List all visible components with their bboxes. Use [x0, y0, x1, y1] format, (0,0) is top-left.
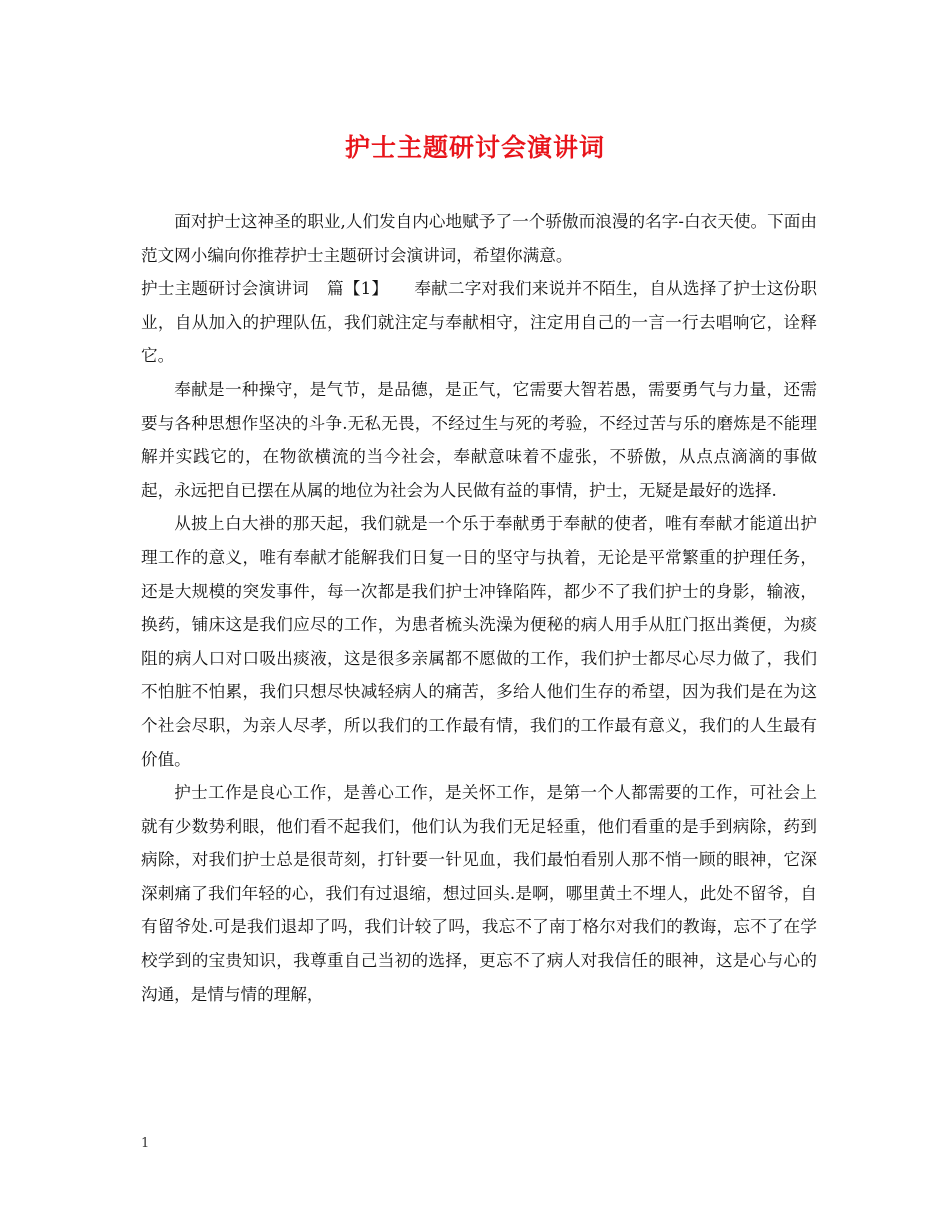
section-heading: 护士主题研讨会演讲词: [141, 279, 309, 299]
intro-paragraph: 面对护士这神圣的职业,人们发自内心地赋予了一个骄傲而浪漫的名字-白衣天使。下面由范文网小编向你推荐护士主题研讨会演讲词，希望你满意。: [141, 212, 817, 265]
body-paragraph: 护士工作是良心工作，是善心工作，是关怀工作，是第一个人都需要的工作，可社会上就有少数势利眼，他们看不起我们，他们认为我们无足轻重，他们看重的是手到病除，药到病除，对我们护士总是很苛刻，打针要一针见血，我们最怕看别人那不悄一顾的眼神，它深深刺痛了我们年轻的心，我们有过退缩，想过回头.是啊，哪里黄土不埋人，此处不留爷，自有留爷处.可是我们退却了吗，我们计较了吗，我忘不了南丁格尔对我们的教诲，忘不了在学校学到的宝贵知识，我尊重自己当初的选择，更忘不了病人对我信任的眼神，这是心与心的沟通，是情与情的理解，: [141, 783, 817, 1004]
body-paragraph: 奉献是一种操守，是气节，是品德，是正气，它需要大智若愚，需要勇气与力量，还需要与各种思想作坚决的斗争.无私无畏，不经过生与死的考验，不经过苦与乐的磨炼是不能理解并实践它的，在物欲横流的当今社会，奉献意味着不虚张，不骄傲，从点点滴滴的事做起，永远把自已摆在从属的地位为社会为人民做有益的事情，护士，无疑是最好的选择.: [141, 379, 817, 500]
document-body: [141, 205, 817, 1011]
page-number: 1: [141, 1136, 150, 1151]
document-title: 护士主题研讨会演讲词: [344, 133, 605, 162]
section-first-text: 奉献二字对我们来说并不陌生，自从选择了护士这份职业，自从加入的护理队伍，我们就注定与奉献相守，注定用自己的一言一行去唱响它，诠释它。: [141, 279, 818, 366]
section-first-paragraph: [141, 272, 817, 373]
section-label: 篇【1】: [326, 279, 389, 299]
body-paragraph: 从披上白大褂的那天起，我们就是一个乐于奉献勇于奉献的使者，唯有奉献才能道出护理工作的意义，唯有奉献才能解我们日复一日的坚守与执着，无论是平常繁重的护理任务，还是大规模的突发事件，每一次都是我们护士冲锋陷阵，都少不了我们护士的身影，输液，换药，铺床这是我们应尽的工作，为患者梳头洗澡为便秘的病人用手从肛门抠出粪便，为痰阻的病人口对口吸出痰液，这是很多亲属都不愿做的工作，我们护士都尽心尽力做了，我们不怕脏不怕累，我们只想尽快减轻病人的痛苦，多给人他们生存的希望，因为我们是在为这个社会尽职，为亲人尽孝，所以我们的工作最有情，我们的工作最有意义，我们的人生最有价值。: [141, 514, 817, 769]
